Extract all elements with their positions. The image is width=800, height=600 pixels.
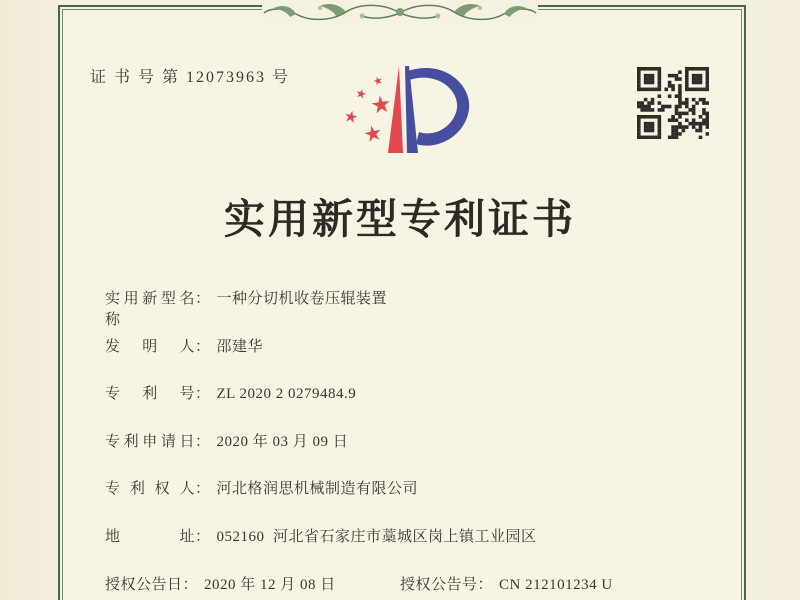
field-value: 河北格润思机械制造有限公司: [216, 481, 419, 498]
field-row-inventor: [105, 335, 725, 383]
field-row-patent-number: [105, 382, 725, 430]
floral-scroll-ornament-icon: [262, 0, 538, 26]
cnipa-patent-logo-icon: [330, 55, 475, 165]
field-colon: ：: [477, 576, 494, 593]
field-label: 发明人: [105, 338, 195, 355]
field-row-address: [105, 525, 725, 573]
field-label: 实用新型名称: [105, 291, 195, 328]
field-value: 一种分切机收卷压辊装置: [216, 291, 388, 307]
field-colon: ：: [195, 433, 211, 450]
certificate-number: 证 书 号 第 12073963 号: [90, 69, 291, 86]
field-row-grant: [105, 573, 725, 600]
field-label: 专利申请日: [105, 433, 195, 450]
grant-number-value: CN 212101234 U: [499, 576, 613, 593]
field-label: 专利权人: [105, 481, 195, 498]
grant-date-value: 2020 年 12 月 08 日: [204, 576, 336, 593]
field-row-utility-model-name: [105, 287, 725, 335]
field-colon: ：: [195, 386, 211, 403]
field-row-patentee: [105, 477, 725, 525]
qr-code-icon: [637, 67, 709, 139]
field-value: 052160 河北省石家庄市藁城区岗上镇工业园区: [216, 528, 537, 545]
field-label: 地址: [105, 528, 195, 545]
field-colon: ：: [182, 576, 199, 593]
field-value: ZL 2020 2 0279484.9: [216, 386, 357, 403]
field-colon: ：: [195, 481, 211, 498]
grant-number-label: 授权公告号: [400, 576, 478, 593]
grant-date-label: 授权公告日: [105, 576, 183, 593]
field-colon: ：: [195, 528, 211, 545]
field-colon: ：: [195, 338, 211, 355]
certificate-title: 实用新型专利证书: [224, 196, 576, 242]
field-label: 专利号: [105, 386, 195, 403]
field-colon: ：: [195, 291, 211, 307]
grant-number-cell: [400, 573, 613, 594]
field-value: 邵建华: [216, 338, 264, 355]
field-value: 2020 年 03 月 09 日: [216, 433, 349, 450]
certificate-fields: [105, 287, 725, 600]
field-row-application-date: [105, 430, 725, 478]
